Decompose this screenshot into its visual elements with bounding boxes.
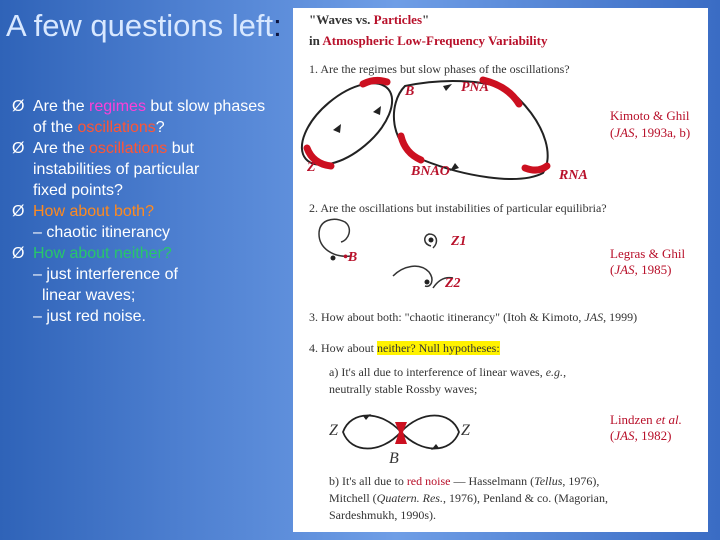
bullet-text: ?	[155, 119, 165, 136]
bullet-text: but slow phases	[145, 98, 266, 115]
hypothesis-text: a) It's all due to interference of linear waves,	[329, 365, 546, 379]
arrow-bullet-icon: Ø	[12, 245, 25, 262]
header-text: "Waves vs.	[309, 12, 374, 27]
arrow-icon	[443, 84, 452, 91]
hypothesis-text: e.g.	[545, 365, 564, 379]
hypothesis-text: , 1976), Penland & co. (Magorian,	[442, 491, 608, 505]
hypothesis-b-line1	[329, 474, 599, 489]
ref-kimoto-ghil: Kimoto & Ghil	[610, 108, 690, 123]
point-z1-icon	[429, 238, 434, 243]
bullet-text: but	[167, 140, 194, 157]
hypothesis-a-line2: neutrally stable Rossby waves;	[329, 382, 478, 396]
ref-text: , 1985)	[634, 262, 672, 277]
bullet-text: of the	[33, 119, 78, 136]
lobe-right	[401, 416, 459, 449]
label-b-lobe: B	[389, 450, 399, 467]
label-rna: RNA	[559, 168, 588, 183]
ref-journal: Tellus	[534, 474, 563, 488]
arc-rna	[525, 166, 547, 170]
question-2: 2. Are the oscillations but instabilities of particular equilibria?	[309, 201, 607, 215]
keyword-oscillations: oscillations	[77, 119, 156, 136]
arc-bnao	[401, 136, 421, 160]
slide-title	[6, 6, 296, 46]
question-text: ? Null hypotheses:	[410, 341, 500, 355]
label-z-right: Z	[461, 422, 470, 439]
figure-panel	[293, 8, 708, 532]
bullet-line: instabilities of particular	[33, 161, 200, 178]
bullet-line: – just red noise.	[33, 308, 146, 325]
question-text: 3. How about both: "chaotic itinerancy" (Itoh & Kimoto,	[309, 310, 585, 324]
lobe-left	[343, 416, 401, 449]
bullet-line	[12, 117, 297, 138]
question-1: 1. Are the regimes but slow phases of the oscillations?	[309, 62, 570, 76]
bullet-text: Are the	[33, 140, 90, 157]
question-3	[309, 310, 637, 325]
arc-b	[363, 80, 387, 84]
ref-kimoto-ghil-journal	[610, 125, 690, 141]
bullet-line: linear waves;	[42, 287, 136, 304]
ref-legras-ghil-journal	[610, 262, 671, 278]
question-4	[309, 341, 500, 356]
title-colon: :	[273, 8, 282, 43]
ref-journal: Quatern. Res.	[376, 491, 443, 505]
question-text: , 1999)	[603, 310, 638, 324]
point-b-icon	[331, 256, 336, 261]
header-text: in	[309, 33, 323, 48]
title-text: A few questions left	[6, 8, 274, 43]
header-particles: Particles	[373, 12, 423, 27]
bullet-list	[12, 96, 297, 327]
point-z2-icon	[425, 280, 430, 285]
bullet-neither	[12, 243, 297, 264]
label-z1: Z1	[451, 234, 467, 249]
arrow-icon	[373, 106, 381, 115]
ref-text: (	[610, 125, 615, 140]
hypothesis-text: , 1976),	[562, 474, 600, 488]
question-text: 4. How about	[309, 341, 377, 355]
ref-lindzen	[610, 412, 682, 428]
label-z2: Z2	[445, 276, 461, 291]
hypothesis-text: Mitchell (	[329, 491, 377, 505]
hypothesis-red-noise: red noise	[406, 474, 451, 488]
bullet-line: fixed points?	[33, 182, 123, 199]
hypothesis-text: ,	[563, 365, 567, 379]
label-z-left: Z	[329, 422, 338, 439]
bullet-line: – just interference of	[33, 266, 178, 283]
ref-text: et al.	[655, 412, 682, 427]
ref-journal: JAS	[614, 428, 635, 443]
bullet-oscillations	[12, 138, 297, 159]
keyword-both: How about both?	[33, 203, 154, 220]
arrow-icon	[333, 124, 341, 133]
keyword-regimes: regimes	[89, 98, 146, 115]
highlight-neither	[377, 341, 500, 355]
ref-journal: JAS	[614, 125, 635, 140]
panel-header	[309, 12, 429, 28]
arrow-bullet-icon: Ø	[12, 98, 25, 115]
ref-legras-ghil: Legras & Ghil	[610, 246, 686, 261]
panel-subheader	[309, 33, 547, 49]
question-text: neither	[377, 341, 411, 355]
label-b-point: •B	[343, 250, 358, 265]
bullet-line: – chaotic itinerancy	[33, 224, 170, 241]
ref-text: , 1982)	[634, 428, 672, 443]
bullet-text: Are the	[33, 98, 90, 115]
keyword-oscillations: oscillations	[89, 140, 168, 157]
hypothesis-text: b) It's all due to	[329, 474, 407, 488]
spiral-diagram	[319, 219, 453, 288]
ref-journal: JAS	[614, 262, 635, 277]
hypothesis-b-line3: Sardeshmukh, 1990s).	[329, 508, 436, 522]
label-b: B	[405, 84, 415, 99]
red-crossing-mark	[395, 422, 407, 444]
label-bnao: BNAO	[411, 164, 450, 179]
ref-text: Lindzen	[610, 412, 656, 427]
bullet-both	[12, 201, 297, 222]
ref-lindzen-journal	[610, 428, 671, 444]
header-topic: Atmospheric Low-Frequency Variability	[322, 33, 548, 48]
keyword-neither: How about neither?	[33, 245, 172, 262]
hypothesis-text: — Hasselmann (	[450, 474, 535, 488]
label-z: Z	[307, 160, 316, 175]
label-pna: PNA	[461, 80, 489, 95]
ref-text: (	[610, 428, 615, 443]
header-text: "	[422, 12, 430, 27]
ref-journal: JAS	[584, 310, 604, 324]
hypothesis-b-line2	[329, 491, 608, 506]
hypothesis-a-line1	[329, 365, 566, 380]
ref-text: (	[610, 262, 615, 277]
ref-text: , 1993a, b)	[634, 125, 691, 140]
arrow-bullet-icon: Ø	[12, 140, 25, 157]
bullet-regimes	[12, 96, 297, 117]
arrow-bullet-icon: Ø	[12, 203, 25, 220]
